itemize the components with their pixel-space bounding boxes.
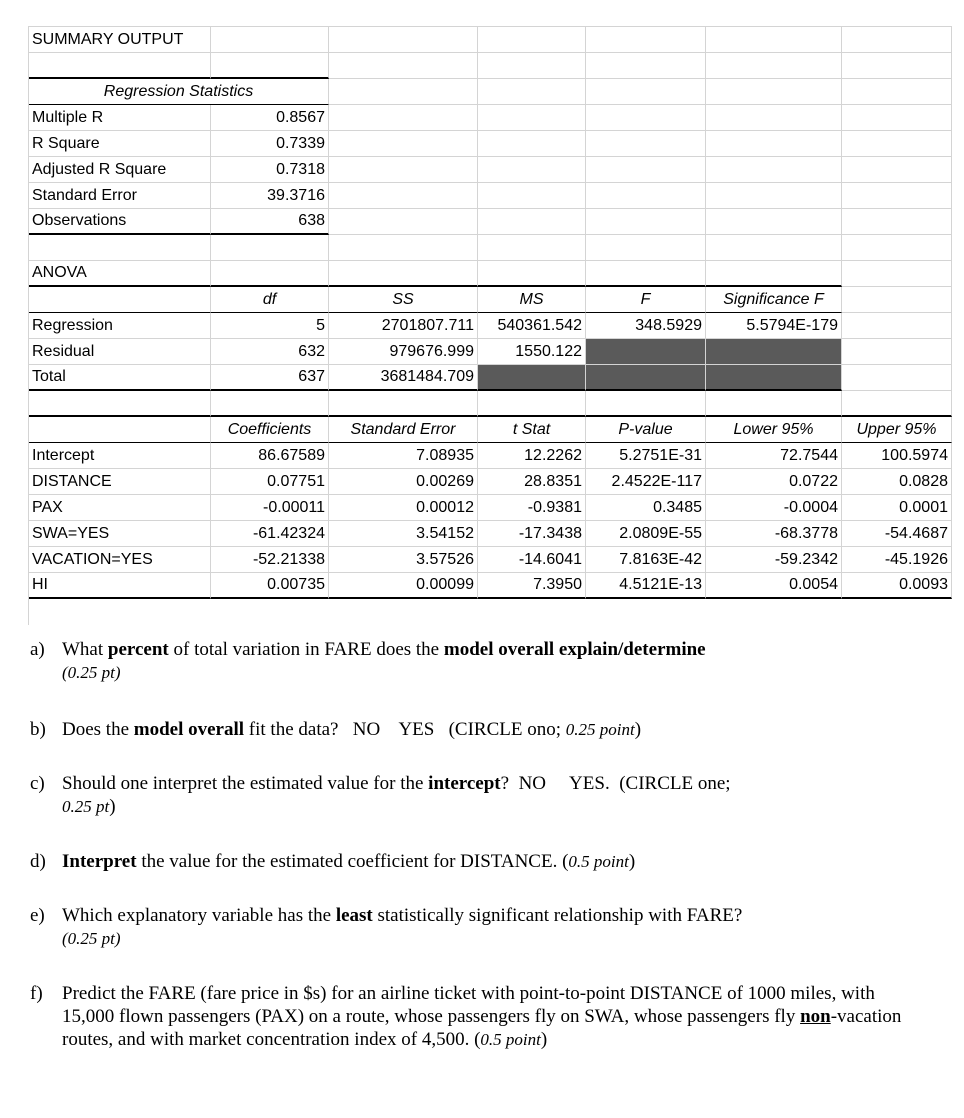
cell: [842, 261, 952, 287]
cell: [842, 339, 952, 365]
question-text: [62, 850, 910, 873]
coef-upper: 100.5974: [842, 443, 952, 469]
anova-header-ss: SS: [329, 287, 478, 313]
cell: [478, 53, 586, 79]
coef-header-t-stat: t Stat: [478, 417, 586, 443]
cell: [706, 27, 842, 53]
cell: [478, 157, 586, 183]
question-d: [30, 850, 910, 873]
cell: [329, 79, 478, 105]
anova-row-label: Total: [29, 365, 211, 391]
coef-header-coefficients: Coefficients: [211, 417, 329, 443]
anova-ss: 2701807.711: [329, 313, 478, 339]
cell: [842, 105, 952, 131]
cell: [706, 209, 842, 235]
shaded-cell: [706, 339, 842, 365]
cell: [29, 235, 211, 261]
emphasis: model overall explain/determine: [443, 639, 706, 660]
stat-label: Adjusted R Square: [29, 157, 211, 183]
cell: [329, 209, 478, 235]
cell: [586, 79, 706, 105]
anova-ms: 540361.542: [478, 313, 586, 339]
coef-lower: 72.7544: [706, 443, 842, 469]
cell: [842, 131, 952, 157]
question-label: b): [30, 719, 46, 740]
cell: [329, 391, 478, 417]
cell: [586, 105, 706, 131]
stat-label: Multiple R: [29, 105, 211, 131]
coef-upper: 0.0093: [842, 573, 952, 599]
cell: [706, 105, 842, 131]
anova-df: 637: [211, 365, 329, 391]
text: What: [62, 639, 108, 660]
anova-row-label: Residual: [29, 339, 211, 365]
question-c: [30, 772, 910, 818]
coef-row-label: DISTANCE: [29, 469, 211, 495]
coef-lower: -0.0004: [706, 495, 842, 521]
cell: [586, 261, 706, 287]
coef-lower: -59.2342: [706, 547, 842, 573]
coef-se: 3.54152: [329, 521, 478, 547]
coef-header-lower-95: Lower 95%: [706, 417, 842, 443]
text: ): [628, 851, 636, 872]
cell: [478, 209, 586, 235]
coef-se: 3.57526: [329, 547, 478, 573]
coef-se: 0.00269: [329, 469, 478, 495]
coef-value: -0.00011: [211, 495, 329, 521]
cell: [478, 183, 586, 209]
cell: [586, 209, 706, 235]
coef-header-upper-95: Upper 95%: [842, 417, 952, 443]
cell: [842, 235, 952, 261]
cell: [478, 131, 586, 157]
stat-value: 0.7318: [211, 157, 329, 183]
anova-f: 348.5929: [586, 313, 706, 339]
emphasis: intercept: [428, 773, 501, 794]
anova-df: 5: [211, 313, 329, 339]
emphasis: non: [800, 1006, 831, 1027]
question-label: d): [30, 851, 46, 872]
stat-value: 0.7339: [211, 131, 329, 157]
cell: [842, 79, 952, 105]
text: Does the: [62, 719, 134, 740]
cell: [29, 287, 211, 313]
cell: [478, 105, 586, 131]
coef-p: 2.4522E-117: [586, 469, 706, 495]
question-label: f): [30, 983, 43, 1004]
points: 0.5 point: [568, 852, 629, 871]
coef-upper: -54.4687: [842, 521, 952, 547]
coef-value: 0.00735: [211, 573, 329, 599]
cell: [706, 131, 842, 157]
cell: [842, 157, 952, 183]
cell: [842, 391, 952, 417]
cell: [329, 235, 478, 261]
anova-header-f: F: [586, 287, 706, 313]
question-e: [30, 904, 910, 950]
cell: [211, 261, 329, 287]
cell: [478, 79, 586, 105]
text: Which explanatory variable has the: [62, 905, 336, 926]
anova-title: ANOVA: [29, 261, 211, 287]
cell: [478, 261, 586, 287]
coef-p: 4.5121E-13: [586, 573, 706, 599]
summary-title: SUMMARY OUTPUT: [29, 27, 211, 53]
emphasis: least: [335, 905, 373, 926]
cell: [211, 53, 329, 79]
text: Should one interpret the estimated value for the: [62, 773, 429, 794]
cell: [586, 27, 706, 53]
points: (0.25 pt): [62, 663, 121, 682]
cell: [706, 261, 842, 287]
cell: [478, 391, 586, 417]
coef-p: 2.0809E-55: [586, 521, 706, 547]
regression-statistics-heading: Regression Statistics: [29, 79, 329, 105]
anova-ss: 3681484.709: [329, 365, 478, 391]
cell: [706, 183, 842, 209]
cell: [329, 105, 478, 131]
cell: [329, 261, 478, 287]
cell: [842, 365, 952, 391]
coef-row-label: PAX: [29, 495, 211, 521]
stat-value: 39.3716: [211, 183, 329, 209]
coef-t: -17.3438: [478, 521, 586, 547]
shaded-cell: [478, 365, 586, 391]
text: ): [109, 796, 116, 817]
coef-t: -14.6041: [478, 547, 586, 573]
cell: [29, 417, 211, 443]
coef-row-label: SWA=YES: [29, 521, 211, 547]
cell: [29, 391, 211, 417]
cell: [842, 287, 952, 313]
coef-row-label: HI: [29, 573, 211, 599]
cell: [706, 79, 842, 105]
question-f: [30, 982, 910, 1051]
coef-upper: 0.0001: [842, 495, 952, 521]
shaded-cell: [586, 365, 706, 391]
cell: [478, 27, 586, 53]
anova-header-significance-f: Significance F: [706, 287, 842, 313]
stat-label: Standard Error: [29, 183, 211, 209]
shaded-cell: [586, 339, 706, 365]
cell: [211, 27, 329, 53]
coef-value: 86.67589: [211, 443, 329, 469]
coef-value: -52.21338: [211, 547, 329, 573]
cell: [478, 235, 586, 261]
coef-t: 7.3950: [478, 573, 586, 599]
question-text: [62, 718, 910, 741]
cell: [706, 235, 842, 261]
points: (0.25 pt): [62, 929, 121, 948]
coef-t: 12.2262: [478, 443, 586, 469]
question-label: e): [30, 905, 45, 926]
coef-p: 7.8163E-42: [586, 547, 706, 573]
cell: [29, 53, 211, 79]
coef-header-p-value: P-value: [586, 417, 706, 443]
text: statistically significant relationship with FARE?: [372, 905, 743, 926]
cell: [706, 53, 842, 79]
anova-sig: 5.5794E-179: [706, 313, 842, 339]
text: the value for the estimated coefficient for DISTANCE. (: [136, 851, 569, 872]
coef-se: 0.00012: [329, 495, 478, 521]
emphasis: model overall: [133, 719, 245, 740]
anova-ss: 979676.999: [329, 339, 478, 365]
coef-lower: 0.0054: [706, 573, 842, 599]
stat-label: R Square: [29, 131, 211, 157]
stat-label: Observations: [29, 209, 211, 235]
coef-row-label: Intercept: [29, 443, 211, 469]
coef-se: 0.00099: [329, 573, 478, 599]
cell: [586, 53, 706, 79]
question-label: a): [30, 639, 45, 660]
anova-row-label: Regression: [29, 313, 211, 339]
emphasis: Interpret: [62, 851, 137, 872]
text: ? NO YES. (CIRCLE one;: [500, 773, 731, 794]
cell: [586, 183, 706, 209]
coef-se: 7.08935: [329, 443, 478, 469]
cell: [329, 183, 478, 209]
coef-t: -0.9381: [478, 495, 586, 521]
points: 0.5 point: [480, 1030, 541, 1049]
coef-p: 5.2751E-31: [586, 443, 706, 469]
anova-ms: 1550.122: [478, 339, 586, 365]
cell: [706, 391, 842, 417]
coef-header-standard-error: Standard Error: [329, 417, 478, 443]
anova-header-ms: MS: [478, 287, 586, 313]
question-text: [62, 772, 910, 818]
question-text: [62, 982, 910, 1051]
shaded-cell: [706, 365, 842, 391]
coef-lower: 0.0722: [706, 469, 842, 495]
question-b: [30, 718, 910, 741]
text: ): [540, 1029, 548, 1050]
question-text: [62, 904, 910, 950]
coef-t: 28.8351: [478, 469, 586, 495]
cell: [329, 53, 478, 79]
stat-value: 0.8567: [211, 105, 329, 131]
cell: [842, 183, 952, 209]
coef-upper: -45.1926: [842, 547, 952, 573]
cell: [211, 391, 329, 417]
cell: [329, 131, 478, 157]
cell: [586, 157, 706, 183]
cell: [842, 27, 952, 53]
text: ): [634, 719, 642, 740]
text: Predict the FARE (fare price in $s) for an airline ticket with point-to-point DISTANCE of 1000 miles, with 15,000 flown passengers (PAX) on a route, whose passengers fly on SWA, whose passengers fly: [62, 983, 875, 1027]
regression-output-sheet: [28, 26, 952, 625]
coef-lower: -68.3778: [706, 521, 842, 547]
cell: [329, 157, 478, 183]
coef-value: 0.07751: [211, 469, 329, 495]
question-a: [30, 638, 910, 684]
stat-value: 638: [211, 209, 329, 235]
anova-df: 632: [211, 339, 329, 365]
cell: [706, 157, 842, 183]
cell: [586, 391, 706, 417]
coef-upper: 0.0828: [842, 469, 952, 495]
cell: [842, 313, 952, 339]
question-label: c): [30, 773, 45, 794]
cell: [842, 53, 952, 79]
coef-p: 0.3485: [586, 495, 706, 521]
text: fit the data? NO YES (CIRCLE ono;: [244, 719, 566, 740]
anova-header-df: df: [211, 287, 329, 313]
question-text: [62, 638, 910, 684]
text: -vacation routes, and with market concentration index of 4,500. (: [62, 1006, 902, 1050]
cell: [586, 131, 706, 157]
cell: [586, 235, 706, 261]
cell: [842, 209, 952, 235]
coef-value: -61.42324: [211, 521, 329, 547]
points: 0.25 pt: [62, 797, 110, 816]
cell: [211, 235, 329, 261]
points: 0.25 point: [565, 720, 635, 739]
emphasis: percent: [107, 639, 169, 660]
cell: [329, 27, 478, 53]
coef-row-label: VACATION=YES: [29, 547, 211, 573]
text: of total variation in FARE does the: [168, 639, 444, 660]
